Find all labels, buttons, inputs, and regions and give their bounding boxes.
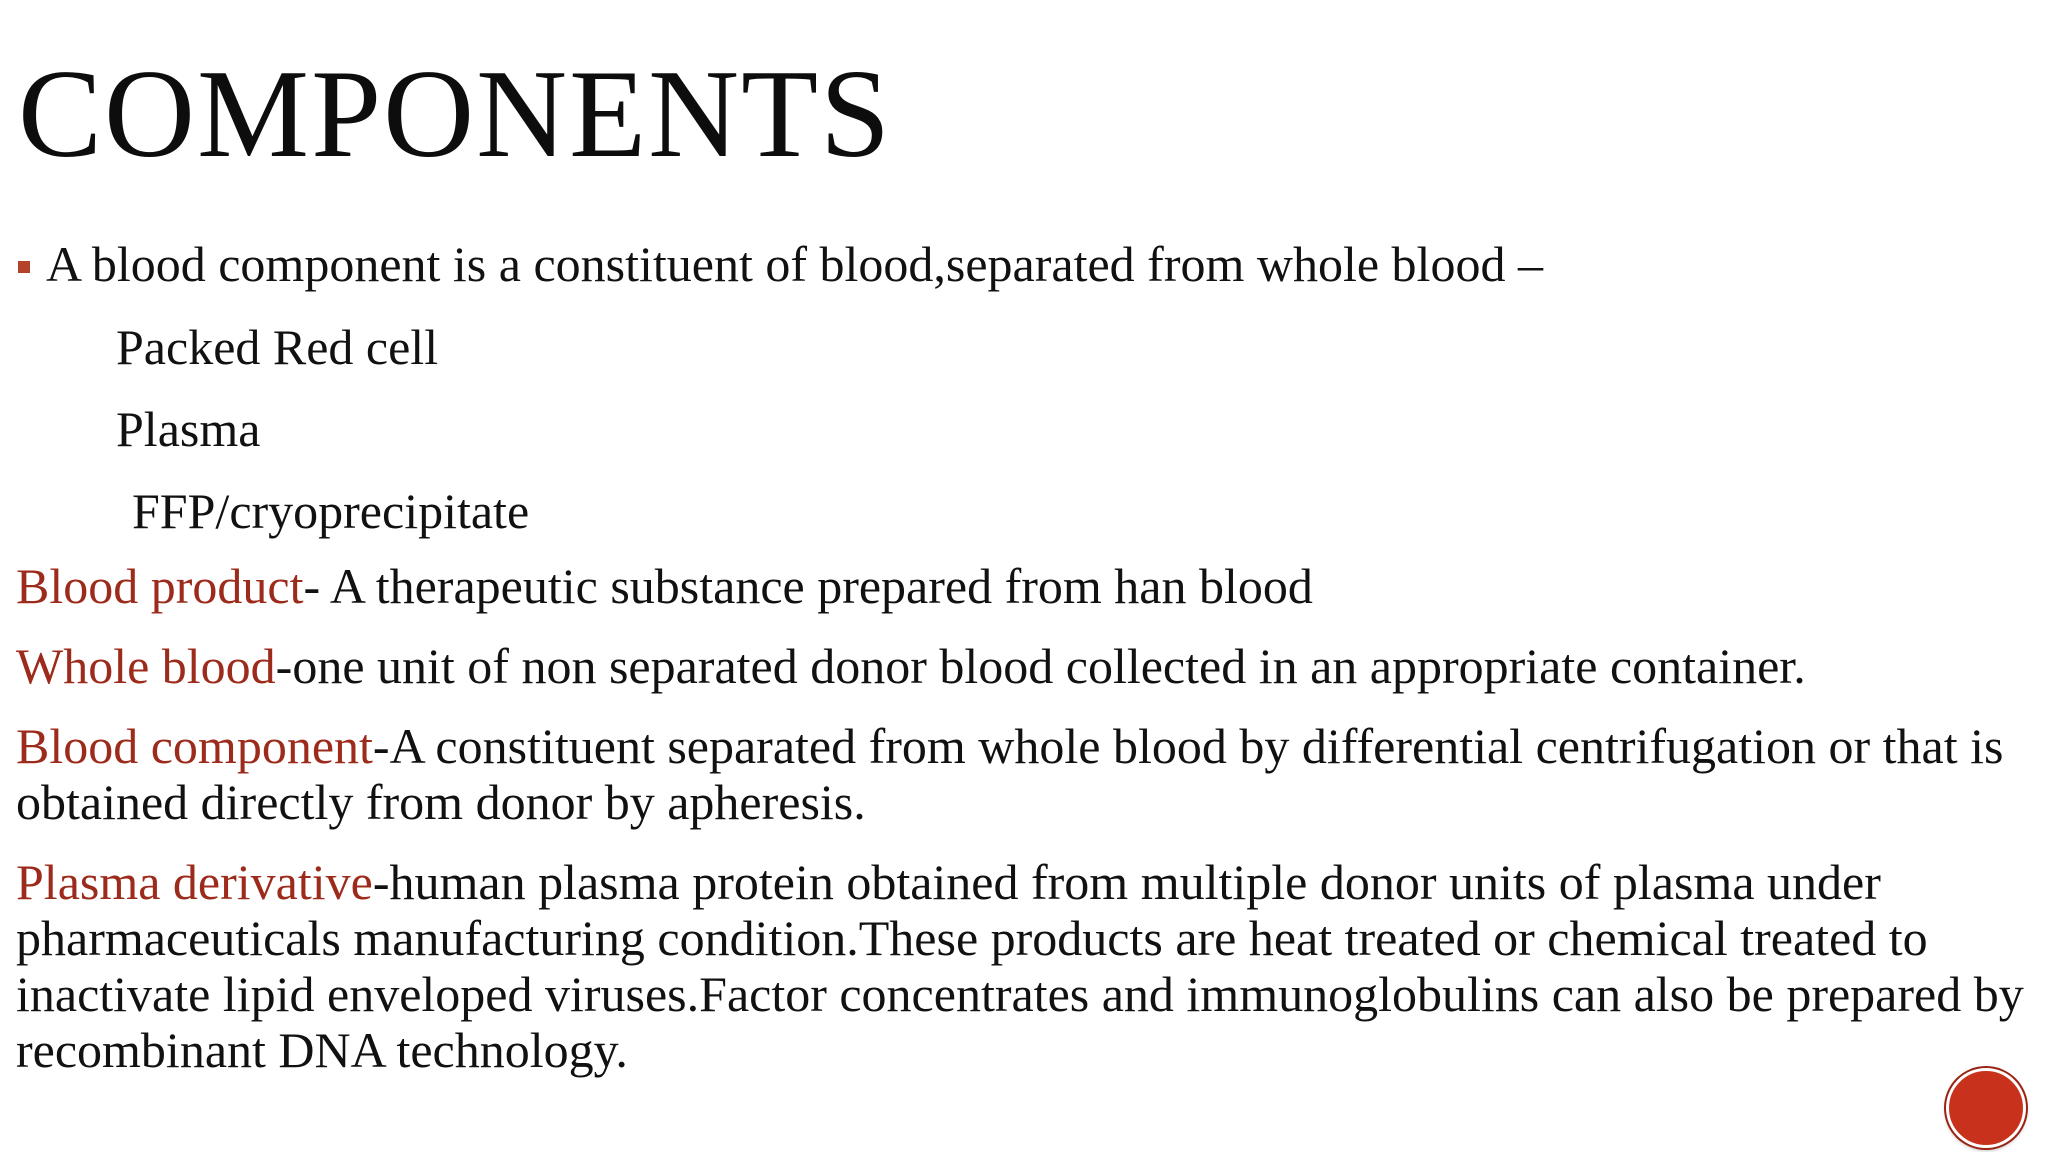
slide-content <box>16 236 2026 1102</box>
definition-plasma-derivative <box>16 854 2026 1078</box>
sub-item-packed-red-cell: Packed Red cell <box>116 319 439 375</box>
definition-term: Blood product <box>16 558 304 614</box>
definition-term: Plasma derivative <box>16 854 373 910</box>
definition-text: -A constituent separated from whole blood by differential centrifugation or that is obtained directly from donor by apheresis. <box>16 718 2004 830</box>
square-bullet-icon <box>18 261 30 273</box>
definition-blood-product <box>16 558 2026 614</box>
definition-term: Whole blood <box>16 638 276 694</box>
sub-item-ffp-cryoprecipitate: FFP/cryoprecipitate <box>132 483 530 539</box>
definition-whole-blood <box>16 638 2026 694</box>
definition-text: -human plasma protein obtained from multiple donor units of plasma under pharmaceuticals manufacturing condition.These products are heat treated or chemical treated to inactivate lipid enveloped viruses.Factor concentrates and immunoglobulins can also be prepared by recombinant DNA technology. <box>16 854 2024 1078</box>
sub-item-plasma: Plasma <box>116 401 261 457</box>
definition-blood-component <box>16 718 2026 830</box>
definition-text: - A therapeutic substance prepared from han blood <box>303 558 1313 614</box>
definition-text: -one unit of non separated donor blood collected in an appropriate container. <box>275 638 1806 694</box>
bullet-item <box>16 236 2026 306</box>
definition-term: Blood component <box>16 718 373 774</box>
corner-circle-decoration <box>1946 1068 2026 1148</box>
slide-title: COMPONENTS <box>18 45 893 184</box>
bullet-text: A blood component is a constituent of blood,separated from whole blood – <box>46 236 1543 292</box>
